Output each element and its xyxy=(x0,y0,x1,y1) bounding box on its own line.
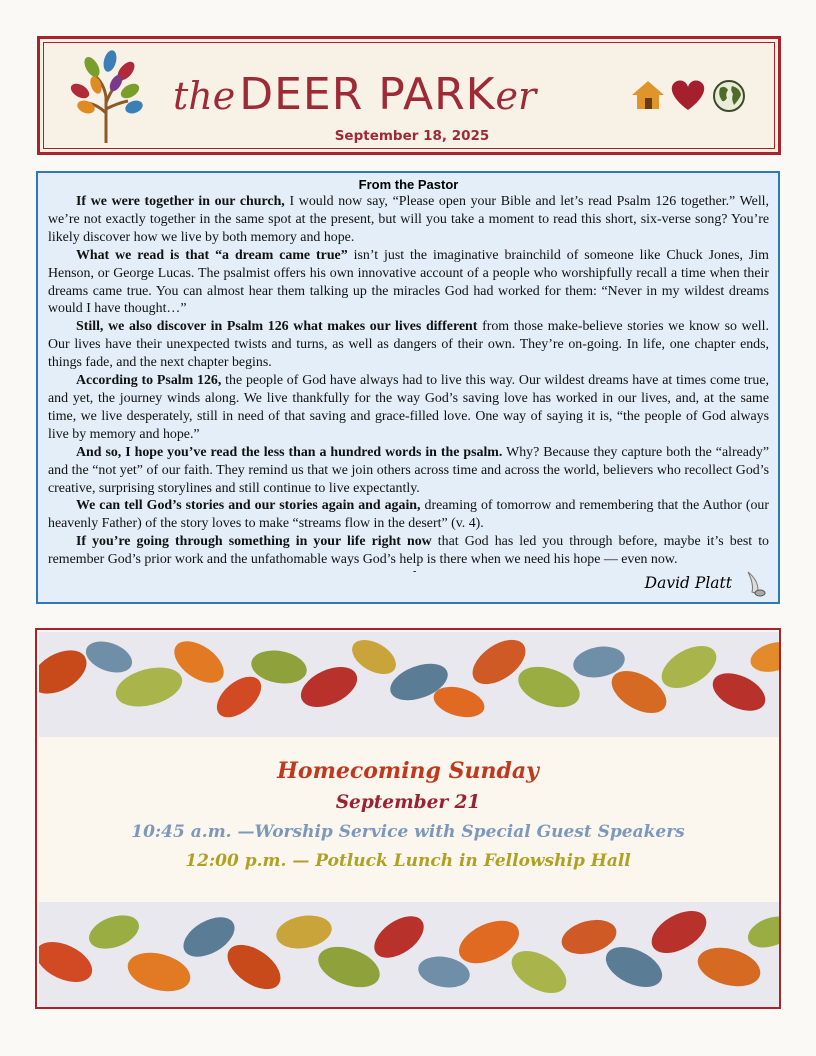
paragraph-lead: We can tell God’s stories and our stories again and again, xyxy=(76,498,421,514)
pastor-article xyxy=(36,171,780,604)
globe-icon xyxy=(710,79,748,118)
signature: David Platt xyxy=(644,574,732,592)
autumn-leaves-border-bottom xyxy=(39,902,779,1007)
homecoming-announcement xyxy=(35,628,781,1009)
paragraph-lead: What we read is that “a dream came true” xyxy=(76,247,348,263)
paragraph-lead: If you’re going through something in your life right now xyxy=(76,534,432,550)
article-paragraph xyxy=(48,318,769,372)
article-heading: From the Pastor xyxy=(358,177,459,192)
paragraph-text: I would now say, “Please open your Bible and let’s read Psalm 126 together.” Well, we’re not exactly together in the same spot at the present, but will you take a moment to read this short, six-verse song? You’re likely discover how we live by both memory and hope. xyxy=(48,194,770,245)
event-schedule-lunch: 12:00 p.m. — Potluck Lunch in Fellowship Hall xyxy=(185,851,631,871)
paragraph-text: that God has led you through before, maybe it’s best to remember God’s prior work and the unfathomable ways God’s help is there when we need his hope — even now. xyxy=(48,534,770,568)
autumn-leaves-border-top xyxy=(39,632,779,737)
heart-icon xyxy=(668,79,708,118)
title-suffix: er xyxy=(495,74,537,118)
paragraph-text: dreaming of tomorrow and remembering that the Author (our heavenly Father) of the story loves to make “streams flow in the desert” (v. 4). xyxy=(48,498,770,532)
event-schedule-worship: 10:45 a.m. —Worship Service with Special Guest Speakers xyxy=(131,822,685,842)
newsletter-title xyxy=(173,69,573,120)
masthead-icons xyxy=(630,79,748,118)
paragraph-text: the people of God have always had to live this way. Our wildest dreams have at times come true, and yet, the journey winds along. We live thankfully for the way God’s saving love has worked in our lives, and, at the same time, we live desperately, still in need of that saving and grace-filled love. One way of saying it is, “the people of God always live by memory and hope.” xyxy=(48,373,769,442)
article-paragraph xyxy=(48,247,769,319)
title-prefix: the xyxy=(173,74,236,118)
article-paragraph xyxy=(48,444,769,498)
home-icon xyxy=(630,79,666,118)
article-paragraph xyxy=(48,193,769,247)
title-main: DEER PARK xyxy=(239,69,496,120)
article-paragraph xyxy=(48,497,769,533)
paragraph-text: from those make-believe stories we know so well. Our lives have their unexpected twists and turns, as well as dangers of their own. They’re on-going. In life, one chapter ends, things fade, and the next chapter begins. xyxy=(48,319,769,371)
event-details xyxy=(37,754,779,876)
paragraph-lead: According to Psalm 126, xyxy=(76,373,222,389)
paragraph-lead: Still, we also discover in Psalm 126 what makes our lives different xyxy=(76,319,478,335)
quill-icon xyxy=(744,570,768,598)
paragraph-text: Why? Because they capture both the “already” and the “not yet” of our faith. They remind us that we join others across time and across the world, believers who recollect God’s creative, surprising storylines and still continue to live expectantly. xyxy=(48,444,770,496)
separator-mark: - xyxy=(413,566,417,577)
event-date: September 21 xyxy=(335,792,481,813)
event-title: Homecoming Sunday xyxy=(277,758,539,784)
article-paragraph xyxy=(48,533,769,569)
paragraph-text: isn’t just the imaginative brainchild of someone like Chuck Jones, Jim Henson, or George Lucas. The psalmist offers his own innovative account of a people who worshipfully recall a time when their dreams came true. You can almost hear them talking up the miracles God had worked for them: “Never in my wildest dreams would I have thought…” xyxy=(48,247,769,317)
masthead xyxy=(37,36,781,155)
issue-date: September 18, 2025 xyxy=(334,128,490,144)
paragraph-lead: And so, I hope you’ve read the less than a hundred words in the psalm. xyxy=(76,444,503,460)
paragraph-lead: If we were together in our church, xyxy=(76,194,285,209)
article-paragraph xyxy=(48,372,769,444)
